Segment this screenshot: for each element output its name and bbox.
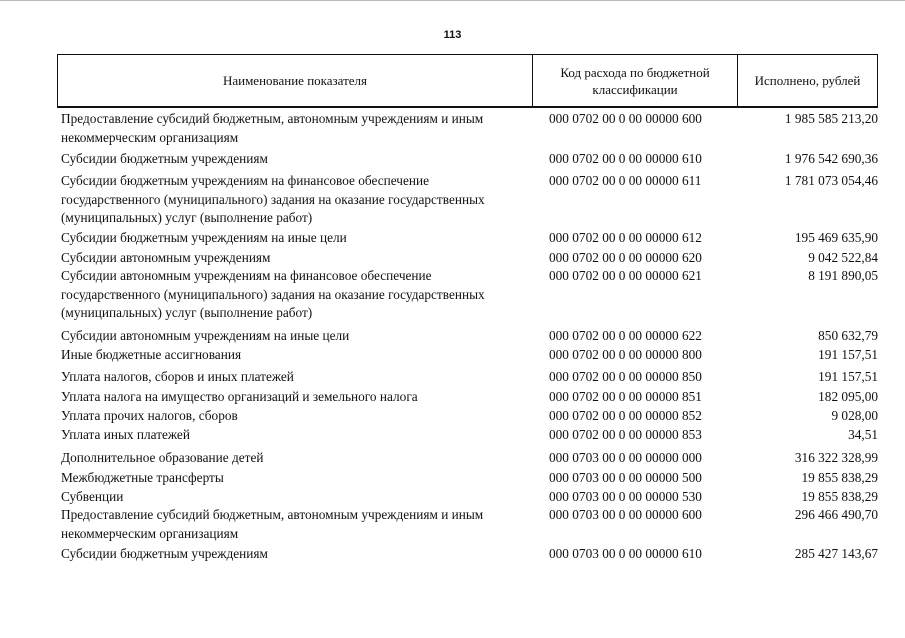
row-amount: 34,51 <box>848 427 878 442</box>
row-code: 000 0702 00 0 00 00000 621 <box>549 268 702 283</box>
row-amount: 296 466 490,70 <box>794 507 878 522</box>
row-name: Межбюджетные трансферты <box>61 470 224 485</box>
row-code: 000 0703 00 0 00 00000 600 <box>549 507 702 522</box>
table-row <box>0 249 905 267</box>
row-code: 000 0702 00 0 00 00000 612 <box>549 230 702 245</box>
table-body <box>0 110 905 565</box>
row-code: 000 0702 00 0 00 00000 850 <box>549 369 702 384</box>
row-code: 000 0703 00 0 00 00000 530 <box>549 489 702 504</box>
row-name: Предоставление субсидий бюджетным, автономным учреждениям и иным некоммерческим организациям <box>61 507 484 541</box>
row-name: Уплата налогов, сборов и иных платежей <box>61 369 294 384</box>
table-row <box>0 407 905 426</box>
row-name: Субсидии бюджетным учреждениям на иные цели <box>61 230 347 245</box>
row-amount: 9 028,00 <box>831 408 878 423</box>
table-row <box>0 346 905 368</box>
row-name: Субсидии бюджетным учреждениям <box>61 546 268 561</box>
row-name: Субвенции <box>61 489 124 504</box>
row-amount: 8 191 890,05 <box>808 268 878 283</box>
table-row <box>0 488 905 506</box>
table-row <box>0 388 905 407</box>
row-name: Уплата иных платежей <box>61 427 190 442</box>
row-code: 000 0703 00 0 00 00000 610 <box>549 546 702 561</box>
row-code: 000 0702 00 0 00 00000 600 <box>549 111 702 126</box>
table-row <box>0 150 905 172</box>
table-row <box>0 426 905 449</box>
table-row <box>0 172 905 229</box>
table-header <box>57 54 878 108</box>
page-number: 113 <box>443 29 462 41</box>
row-name: Уплата налога на имущество организаций и земельного налога <box>61 389 418 404</box>
row-code: 000 0702 00 0 00 00000 611 <box>549 173 702 188</box>
row-amount: 19 855 838,29 <box>801 470 878 485</box>
row-name: Субсидии автономным учреждениям на финансовое обеспечение государственного (муниципального) задания на оказание государственных (муниципальных) услуг (выполнение работ) <box>61 268 485 320</box>
row-amount: 1 976 542 690,36 <box>784 151 878 166</box>
row-code: 000 0702 00 0 00 00000 853 <box>549 427 702 442</box>
table-row <box>0 229 905 249</box>
row-amount: 191 157,51 <box>818 347 878 362</box>
row-code: 000 0702 00 0 00 00000 800 <box>549 347 702 362</box>
row-code: 000 0702 00 0 00 00000 851 <box>549 389 702 404</box>
row-name: Уплата прочих налогов, сборов <box>61 408 238 423</box>
row-amount: 9 042 522,84 <box>808 250 878 265</box>
row-code: 000 0702 00 0 00 00000 622 <box>549 328 702 343</box>
row-code: 000 0702 00 0 00 00000 610 <box>549 151 702 166</box>
table-row <box>0 368 905 388</box>
row-amount: 182 095,00 <box>818 389 878 404</box>
row-amount: 850 632,79 <box>818 328 878 343</box>
row-amount: 285 427 143,67 <box>794 546 878 561</box>
row-amount: 191 157,51 <box>818 369 878 384</box>
row-name: Субсидии автономным учреждениям на иные цели <box>61 328 350 343</box>
table-row <box>0 449 905 469</box>
row-amount: 316 322 328,99 <box>794 450 878 465</box>
table-row <box>0 110 905 150</box>
row-name: Дополнительное образование детей <box>61 450 264 465</box>
row-amount: 195 469 635,90 <box>794 230 878 245</box>
table-row <box>0 545 905 565</box>
row-name: Субсидии бюджетным учреждениям <box>61 151 268 166</box>
row-code: 000 0702 00 0 00 00000 620 <box>549 250 702 265</box>
page-top-edge <box>0 0 905 1</box>
header-code-column: Код расхода по бюджетной классификации <box>533 55 738 106</box>
row-name: Субсидии автономным учреждениям <box>61 250 271 265</box>
row-code: 000 0702 00 0 00 00000 852 <box>549 408 702 423</box>
table-row <box>0 506 905 545</box>
row-code: 000 0703 00 0 00 00000 500 <box>549 470 702 485</box>
header-name-column: Наименование показателя <box>58 55 533 106</box>
table-row <box>0 267 905 327</box>
row-amount: 1 781 073 054,46 <box>784 173 878 188</box>
row-name: Иные бюджетные ассигнования <box>61 347 242 362</box>
row-name: Предоставление субсидий бюджетным, автономным учреждениям и иным некоммерческим организациям <box>61 111 484 145</box>
row-amount: 1 985 585 213,20 <box>784 111 878 126</box>
row-amount: 19 855 838,29 <box>801 489 878 504</box>
row-name: Субсидии бюджетным учреждениям на финансовое обеспечение государственного (муниципального) задания на оказание государственных (муниципальных) услуг (выполнение работ) <box>61 173 485 225</box>
table-row <box>0 327 905 346</box>
table-row <box>0 469 905 488</box>
header-amount-column: Исполнено, рублей <box>754 73 861 88</box>
row-code: 000 0703 00 0 00 00000 000 <box>549 450 702 465</box>
